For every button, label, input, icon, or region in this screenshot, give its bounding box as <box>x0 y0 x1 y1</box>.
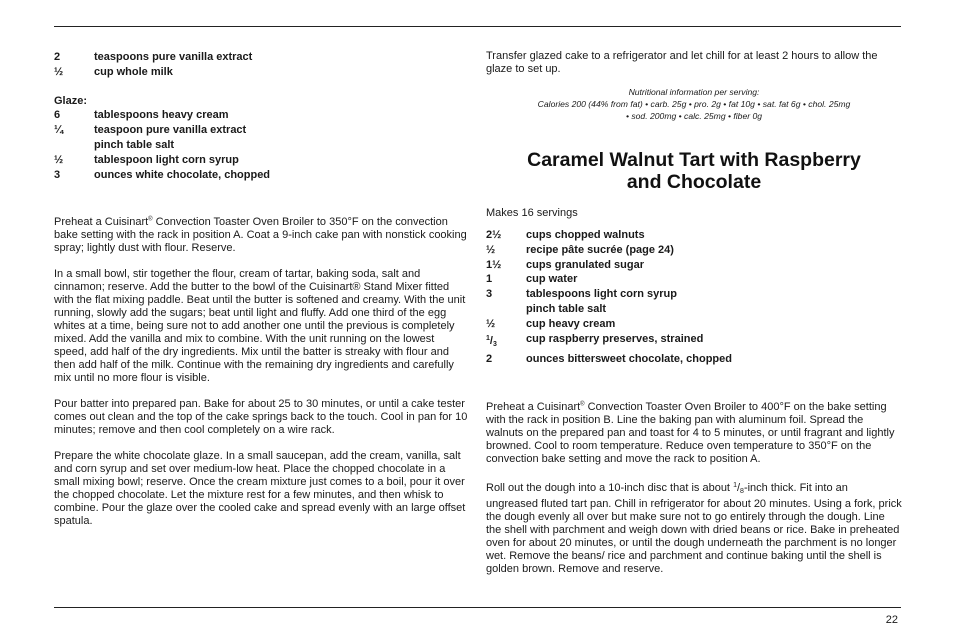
ingredient-row <box>54 138 470 153</box>
ingredient-qty: 1 <box>486 273 493 286</box>
instruction-paragraph: Transfer glazed cake to a refrigerator and let chill for at least 2 hours to allow the glaze to set up. <box>486 50 878 75</box>
ingredient-row <box>486 272 902 287</box>
glaze-heading: Glaze: <box>54 94 88 107</box>
ingredient-row <box>486 243 902 258</box>
ingredient-text: cup whole milk <box>94 65 173 78</box>
ingredient-row <box>486 332 902 353</box>
nutrition-line: • sod. 200mg • calc. 25mg • fiber 0g <box>625 111 763 121</box>
ingredient-text: pinch table salt <box>526 302 607 315</box>
ingredient-qty: ½ <box>486 317 496 330</box>
paragraph-text: Roll out the dough into a 10-inch disc that is about <box>486 482 734 495</box>
instruction-paragraph: Pour batter into prepared pan. Bake for about 25 to 30 minutes, or until a cake tester comes out clean and the top of the cake springs back to the touch. Cool in pan for 10 minutes; remove and then cool completely on a wire rack. <box>54 398 468 437</box>
ingredient-text: cup raspberry preserves, strained <box>526 332 704 345</box>
registered-mark: ® <box>580 401 585 408</box>
ingredient-text: teaspoons pure vanilla extract <box>94 51 253 63</box>
nutrition-line: Calories 200 (44% from fat) • carb. 25g • pro. 2g • fat 10g • sat. fat 6g • chol. 25mg <box>537 99 851 109</box>
ingredient-qty: ¼ <box>54 124 64 137</box>
fraction-one-third: $^1$/3 <box>486 334 497 348</box>
ingredient-text: tablespoons light corn syrup <box>526 288 677 301</box>
paragraph-text: Preheat a Cuisinart <box>486 401 581 414</box>
recipe-title-line: Caramel Walnut Tart with Raspberry <box>527 149 861 171</box>
ingredient-text: pinch table salt <box>94 138 175 151</box>
ingredient-text: recipe pâte sucrée (page 24) <box>526 243 674 256</box>
ingredient-qty: 3 <box>486 288 493 301</box>
ingredient-text: cup water <box>526 273 578 286</box>
fraction-one-eighth: $^1$/8 <box>733 482 744 496</box>
ingredient-row <box>486 258 902 273</box>
ingredient-row <box>54 65 470 80</box>
ingredient-row <box>54 50 470 65</box>
ingredient-qty: ½ <box>54 153 64 166</box>
paragraph-text: Convection Toaster Oven Broiler to 400°F on the bake setting with the rack in position B. Line the baking pan with aluminum foil. Spread the walnuts on the prepared pan and toast for 4 to 5 minutes, or until fragrant and lightly browned. Cool to room temperature. Reduce oven temperature to 350°F on the convection bake setting and move the rack to position A. <box>486 401 895 466</box>
ingredient-qty <box>486 332 526 353</box>
ingredient-row <box>486 287 902 302</box>
instruction-paragraph <box>54 216 470 255</box>
ingredient-text: cups chopped walnuts <box>526 229 645 241</box>
ingredient-qty: 3 <box>54 168 61 181</box>
nutrition-info <box>486 86 902 122</box>
ingredient-row <box>54 123 470 138</box>
ingredient-row <box>54 108 470 123</box>
instruction-paragraph: Prepare the white chocolate glaze. In a small saucepan, add the cream, vanilla, salt and corn syrup and set over medium-low heat. Place the chopped chocolate in a small mixing bowl; reserve. Once the cream mixture just comes to a boil, pour it over the chopped chocolate. Let the mixture rest for a few minutes, and then whisk to combine. Pour the glaze over the cooled cake and spread evenly with an large offset spatula. <box>54 450 466 528</box>
ingredient-text: teaspoon pure vanilla extract <box>94 124 247 137</box>
ingredient-qty: 6 <box>54 109 61 122</box>
ingredient-qty: ½ <box>54 65 64 78</box>
bottom-rule <box>54 607 901 608</box>
instruction-paragraph: In a small bowl, stir together the flour, cream of tartar, baking soda, salt and cinnamon; reserve. Add the butter to the bowl of the Cuisinart® Stand Mixer fitted with the flat mixing paddle. Beat until the butter is softened and creamy. With the unit running, slowly add the sugars; beat until light and fluffy. Add one third of the egg whites at a time, being sure not to add another one until the previous is completely mixed. Add the vanilla and mix to combine. With the unit running on the lowest speed, add half of the dry ingredients. Mix until the batter is streaky with flour and then add half of the milk. Continue with the remaining dry ingredients and carefully mix until no more flour is visible. <box>54 268 466 385</box>
ingredient-row <box>486 228 902 243</box>
ingredient-qty: 2 <box>54 51 61 63</box>
ingredient-row <box>486 317 902 332</box>
paragraph-text: -inch thick. Fit into an ungreased fluted tart pan. Chill in refrigerator for about 20 minutes. Using a fork, prick the dough evenly all over but make sure not to go entirely through the dough. Line the shell with parchment and weigh down with dried beans or rice. Bake in preheated oven for about 20 minutes, or until the dough underneath the parchment is no longer wet. Remove the beans/ rice and parchment and continue baking until the shell is golden brown. Remove and reserve. <box>486 482 902 576</box>
paragraph-text: Preheat a Cuisinart <box>54 216 149 229</box>
ingredient-qty <box>54 138 94 153</box>
ingredient-text: cups granulated sugar <box>526 258 644 271</box>
ingredient-qty: 1½ <box>486 258 502 271</box>
nutrition-heading: Nutritional information per serving: <box>628 87 760 97</box>
ingredient-qty: 2 <box>486 353 493 366</box>
ingredient-qty <box>486 302 526 317</box>
ingredient-text: ounces bittersweet chocolate, chopped <box>526 353 732 366</box>
ingredient-text: ounces white chocolate, chopped <box>94 168 271 181</box>
recipe-title-line: and Chocolate <box>626 171 762 193</box>
right-column <box>486 50 902 576</box>
registered-mark: ® <box>148 216 153 223</box>
ingredient-text: tablespoon light corn syrup <box>94 153 239 166</box>
ingredient-text: tablespoons heavy cream <box>94 109 229 122</box>
servings-text: Makes 16 servings <box>486 207 578 219</box>
ingredient-row <box>486 352 902 367</box>
instruction-paragraph <box>486 479 902 576</box>
paragraph-text: Convection Toaster Oven Broiler to 350°F on the convection bake setting with the rack in position A. Coat a 9-inch cake pan with nonstick cooking spray; lightly dust with flour. Reserve. <box>54 216 467 255</box>
top-rule <box>54 26 901 27</box>
ingredient-qty: 2½ <box>486 229 502 241</box>
ingredient-row <box>486 302 902 317</box>
recipe-title <box>486 149 902 193</box>
instruction-paragraph <box>486 401 902 466</box>
ingredient-row <box>54 153 470 168</box>
left-column <box>54 50 470 528</box>
ingredient-qty: ½ <box>486 243 496 256</box>
ingredient-text: cup heavy cream <box>526 317 616 330</box>
ingredient-row <box>54 168 470 183</box>
page-number: 22 <box>885 614 898 626</box>
